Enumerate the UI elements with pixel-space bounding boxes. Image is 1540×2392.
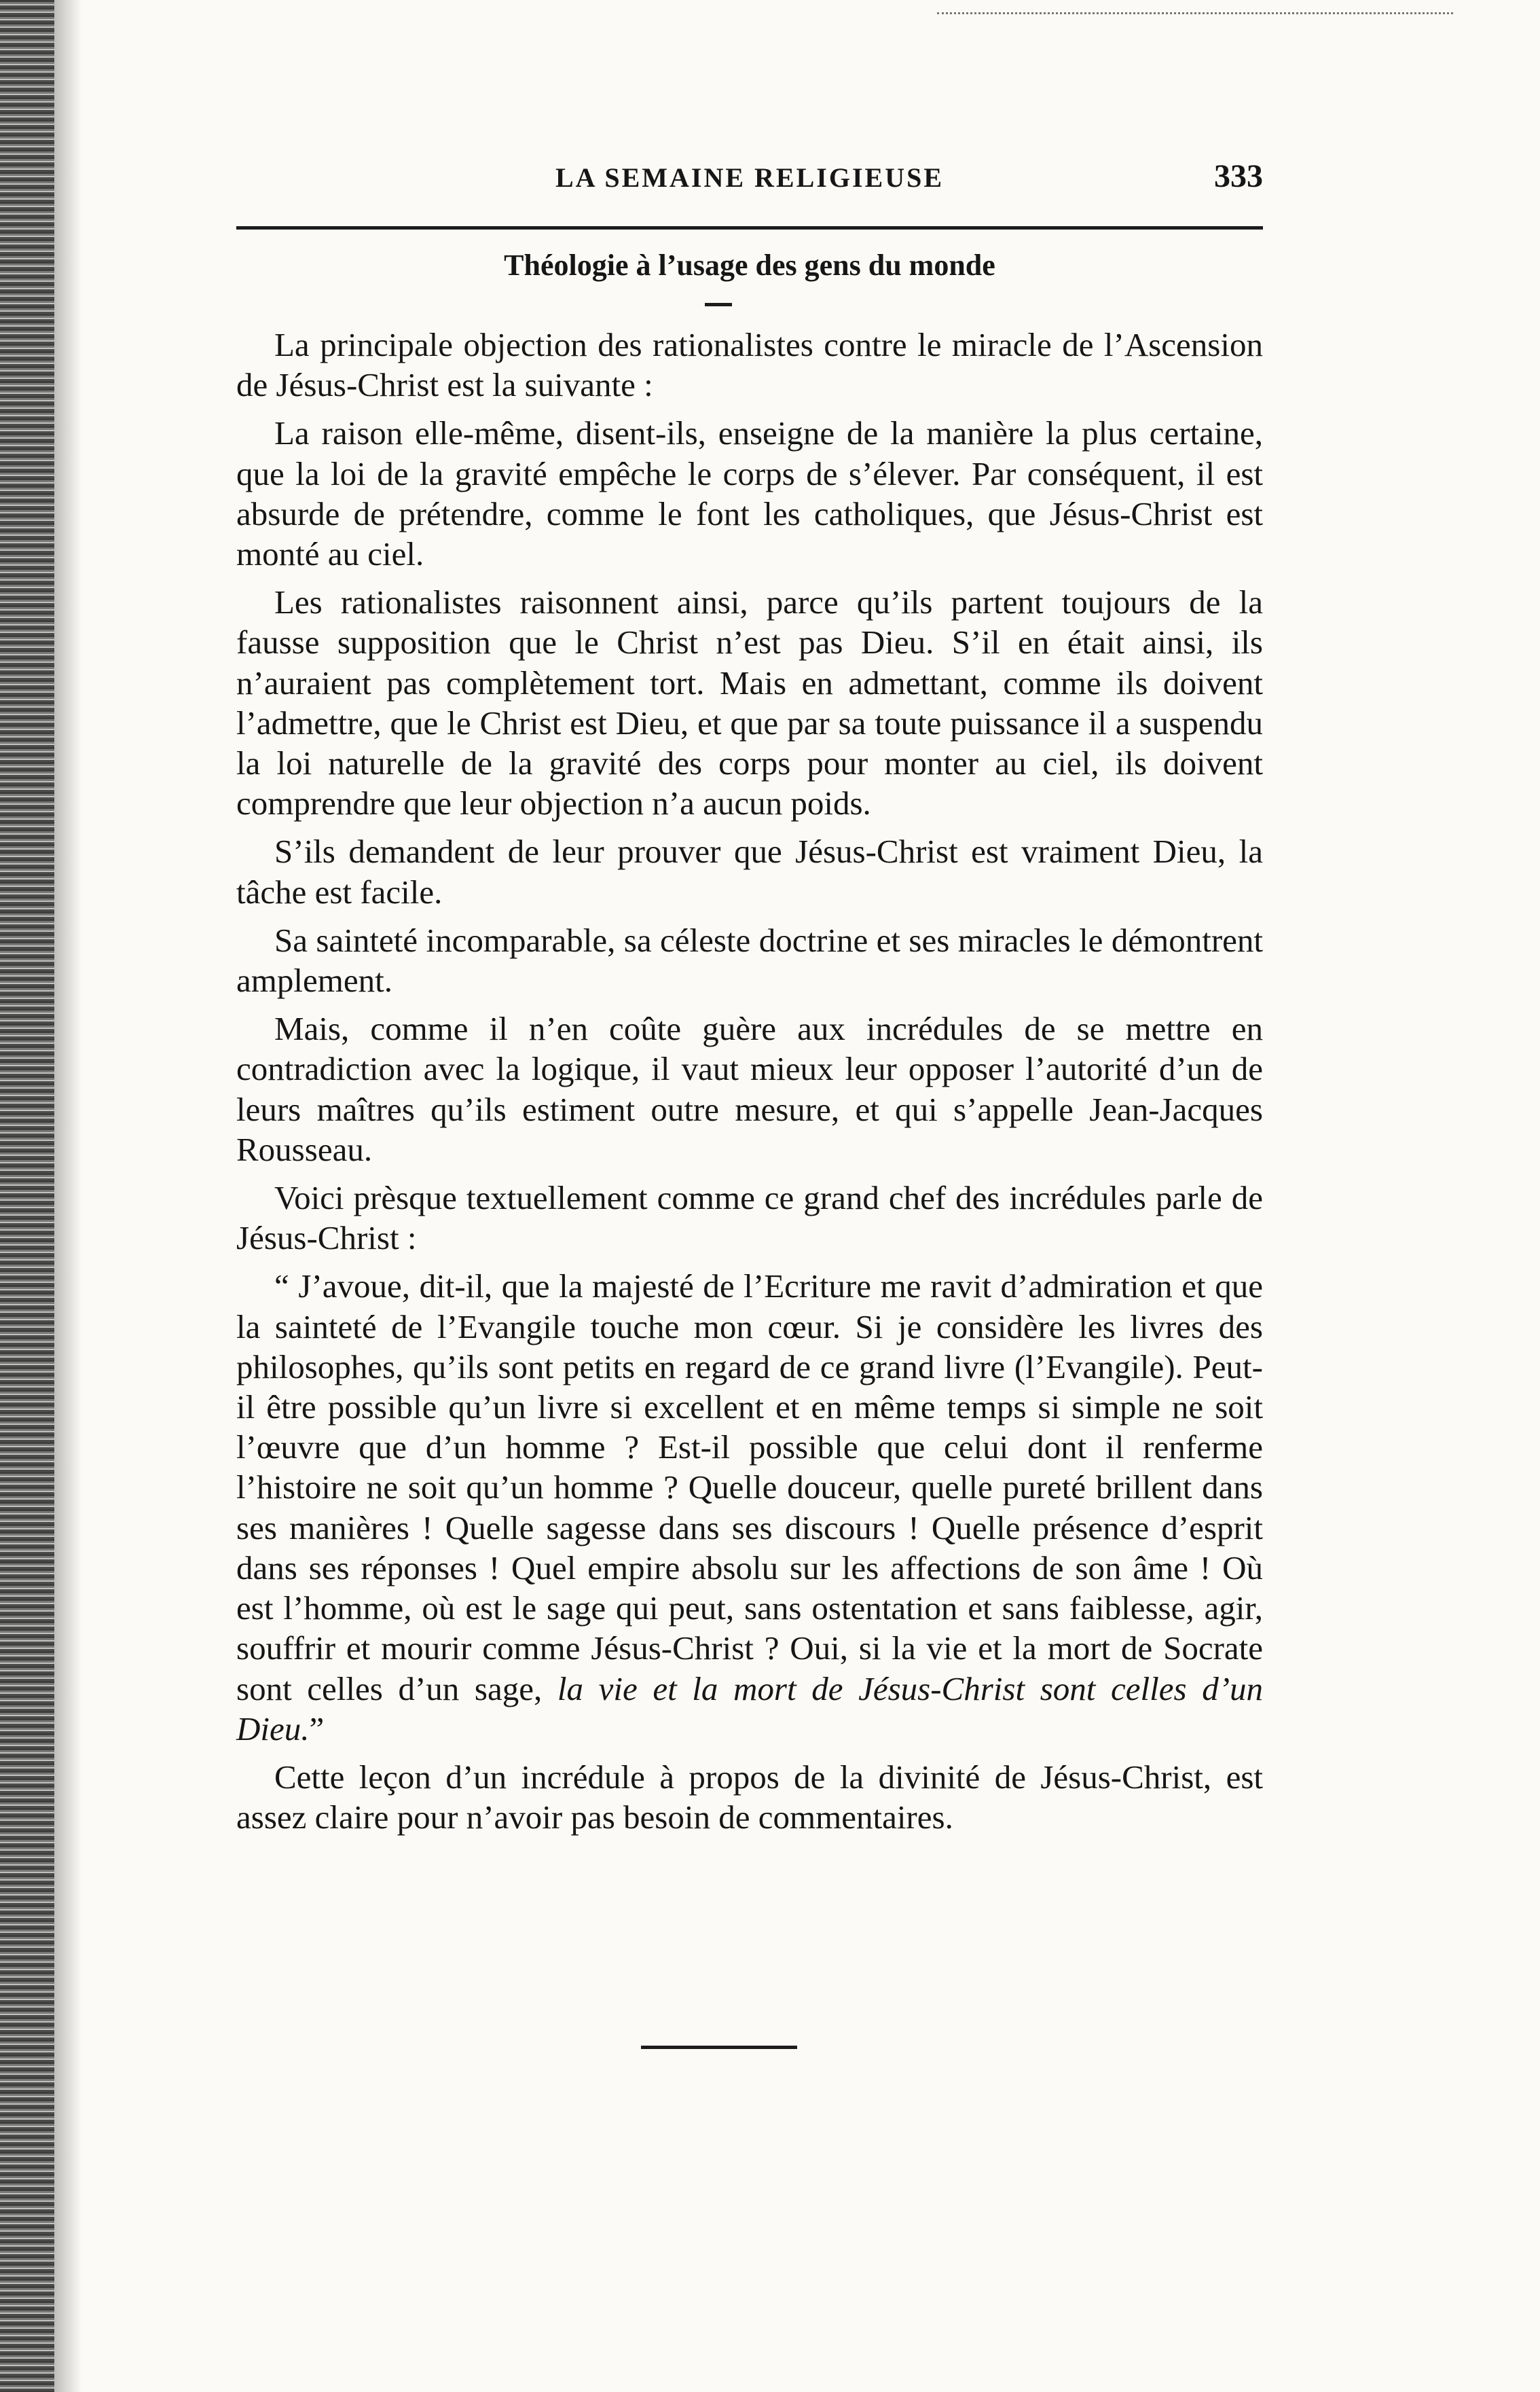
page-number: 333 [1214,158,1263,194]
paragraph: Les rationalistes raisonnent ainsi, parce qu’ils partent toujours de la fausse supposition que le Christ n’est pas Dieu. S’il en était ainsi, ils n’auraient pas complètement tort. Mais en admettant, comme ils doivent l’admettre, que le Christ est Dieu, et que par sa toute puissance il a suspendu la loi naturelle de la gravité des corps pour monter au ciel, ils doivent comprendre que leur objection n’a aucun poids. [236,583,1263,822]
paragraph: Mais, comme il n’en coûte guère aux incrédules de se mettre en contradiction avec la logique, il vaut mieux leur opposer l’autorité d’un de leurs maîtres qu’ils estiment outre mesure, et qui s’appelle Jean-Jacques Rousseau. [236,1010,1263,1168]
scan-artifact [937,12,1453,20]
page-header [236,155,1263,209]
rousseau-quote [236,1266,1263,1748]
running-title: LA SEMAINE RELIGIEUSE [555,162,945,193]
paragraph: La raison elle-même, disent-ils, enseigne de la manière la plus certaine, que la loi de la gravité empêche le corps de s’élever. Par conséquent, il est absurde de prétendre, comme le font les catholiques, que Jésus-Christ est monté au ciel. [236,414,1263,573]
quote-italic: la vie et la mort de Jésus-Christ sont celles d’un Dieu. [236,1669,1264,1747]
quote-text: “ J’avoue, dit-il, que la majesté de l’Ecriture me ravit d’admiration et que la sainteté de l’Evangile touche mon cœur. Si je considère les livres des philosophes, qu’ils sont petits en regard de ce grand livre (l’Evangile). Peut-il être possible qu’un livre si excellent et en même temps si simple ne soit l’œuvre que d’un homme ? Est-il possible que celui dont il renferme l’histoire ne soit qu’un homme ? Quelle douceur, quelle pureté brillent dans ses manières ! Quelle sagesse dans ses discours ! Quelle présence d’esprit dans ses réponses ! Quel empire absolu sur les affections de son âme ! Où est l’homme, où est le sage qui peut, sans ostentation et sans faiblesse, agir, souffrir et mourir comme Jésus-Christ ? Oui, si la vie et la mort de Socrate sont celles d’un sage, [236,1267,1263,1707]
paragraph: La principale objection des rationalistes contre le miracle de l’Ascension de Jésus-Christ est la suivante : [236,326,1263,404]
paragraph: S’ils demandent de leur prouver que Jésus-Christ est vraiment Dieu, la tâche est facile. [236,833,1263,911]
quote-closing-mark: ” [309,1709,325,1747]
title-rule [705,303,732,306]
closing-paragraph: Cette leçon d’un incrédule à propos de la divinité de Jésus-Christ, est assez claire pour n’avoir pas besoin de commentaires. [236,1758,1263,1836]
paragraph: Voici prèsque textuellement comme ce grand chef des incrédules parle de Jésus-Christ : [236,1179,1263,1257]
end-rule [641,2046,797,2049]
header-rule [236,226,1263,230]
article-body [236,325,1263,1845]
paragraph: Sa sainteté incomparable, sa céleste doctrine et ses miracles le démontrent amplement. [236,921,1263,1000]
book-binding-edge [0,0,54,2392]
section-title: Théologie à l’usage des gens du monde [504,249,995,282]
